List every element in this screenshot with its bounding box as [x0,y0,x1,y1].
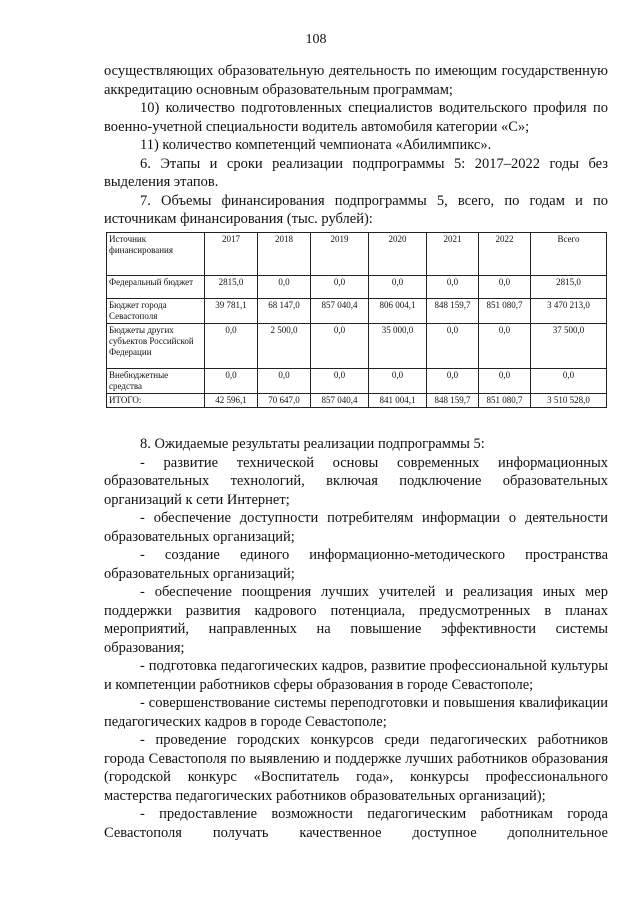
header-cell: 2022 [479,233,531,276]
intro-paragraph-5: 7. Объемы финансирования подпрограммы 5, всего, по годам и по источникам финансирования (тыс. рублей): [104,192,608,227]
intro-paragraph-1: осуществляющих образовательную деятельность по имеющим государственную аккредитацию основным образовательным программам; [104,63,608,98]
table-cell: 0,0 [531,369,607,394]
header-cell: Всего [531,233,607,276]
table-cell: 851 080,7 [479,299,531,324]
financing-table-wrapper [106,232,606,408]
table-cell: 2815,0 [531,276,607,299]
table-cell: 3 510 528,0 [531,394,607,408]
table-cell: 848 159,7 [427,394,479,408]
header-cell: 2018 [258,233,311,276]
table-total-row [107,394,607,408]
table-cell: 806 004,1 [369,299,427,324]
page-number: 108 [305,32,327,47]
table-row [107,324,607,369]
table-cell: 39 781,1 [205,299,258,324]
results-block [104,435,608,842]
table-cell: 42 596,1 [205,394,258,408]
table-cell: 0,0 [427,369,479,394]
table-cell: 0,0 [479,369,531,394]
header-cell: Источник финансирования [107,233,205,276]
table-header-row [107,233,607,276]
table-row [107,369,607,394]
table-cell: 2815,0 [205,276,258,299]
table-row [107,299,607,324]
table-cell: 0,0 [479,324,531,369]
result-item: - обеспечение доступности потребителям информации о деятельности образовательных организаций; [104,510,608,545]
table-row [107,276,607,299]
table-cell: 848 159,7 [427,299,479,324]
result-item: - создание единого информационно-методического пространства образовательных организаций; [104,547,608,582]
result-item: - проведение городских конкурсов среди педагогических работников города Севастополя по выявлению и поддержке лучших работников образования (городской конкурс «Воспитатель года», конкурсы профессионального мастерства педагогических работников образовательных организаций); [104,732,608,804]
result-item: - обеспечение поощрения лучших учителей и реализация иных мер поддержки развития кадрового потенциала, предусмотренных в планах мероприятий, направленных на повышение эффективности системы образования; [104,584,608,656]
table-cell: 0,0 [205,324,258,369]
table-cell: 0,0 [311,276,369,299]
table-cell: 0,0 [311,369,369,394]
header-cell: 2017 [205,233,258,276]
result-item: - предоставление возможности педагогическим работникам города Севастополя получать качественное доступное дополнительное [104,806,608,841]
intro-paragraph-4: 6. Этапы и сроки реализации подпрограммы 5: 2017–2022 годы без выделения этапов. [104,155,608,190]
table-cell: 857 040,4 [311,299,369,324]
table-cell: 0,0 [258,276,311,299]
header-cell: 2020 [369,233,427,276]
table-cell: Федеральный бюджет [107,276,205,299]
result-item: - подготовка педагогических кадров, развитие профессиональной культуры и компетенции работников сферы образования в городе Севастополе; [104,658,608,693]
table-cell: 0,0 [205,369,258,394]
table-cell: 70 647,0 [258,394,311,408]
table-cell: 0,0 [479,276,531,299]
financing-table [106,232,607,408]
table-cell: 857 040,4 [311,394,369,408]
table-cell: 35 000,0 [369,324,427,369]
table-cell: 0,0 [427,276,479,299]
header-cell: 2021 [427,233,479,276]
intro-paragraph-2: 10) количество подготовленных специалистов водительского профиля по военно-учетной специальности водитель автомобиля категории «С»; [104,100,608,135]
table-cell: 0,0 [369,276,427,299]
table-cell: 68 147,0 [258,299,311,324]
table-cell: 0,0 [427,324,479,369]
table-cell: 2 500,0 [258,324,311,369]
result-item: - развитие технической основы современных информационных образовательных технологий, включая подключение образовательных организаций к сети Интернет; [104,454,608,508]
table-cell: 851 080,7 [479,394,531,408]
table-cell: 37 500,0 [531,324,607,369]
table-cell: 841 004,1 [369,394,427,408]
table-cell: Бюджеты других субъектов Российской Федерации [107,324,205,369]
table-cell: 0,0 [258,369,311,394]
table-cell: Бюджет города Севастополя [107,299,205,324]
header-cell: 2019 [311,233,369,276]
table-cell: 3 470 213,0 [531,299,607,324]
intro-paragraph-3: 11) количество компетенций чемпионата «Абилимпикс». [140,137,492,153]
table-cell: 0,0 [311,324,369,369]
table-cell: 0,0 [369,369,427,394]
results-heading: 8. Ожидаемые результаты реализации подпрограммы 5: [140,436,485,452]
intro-block [104,62,608,229]
table-cell: ИТОГО: [107,394,205,408]
table-cell: Внебюджетные средства [107,369,205,394]
result-item: - совершенствование системы переподготовки и повышения квалификации педагогических кадров в городе Севастополе; [104,695,608,730]
